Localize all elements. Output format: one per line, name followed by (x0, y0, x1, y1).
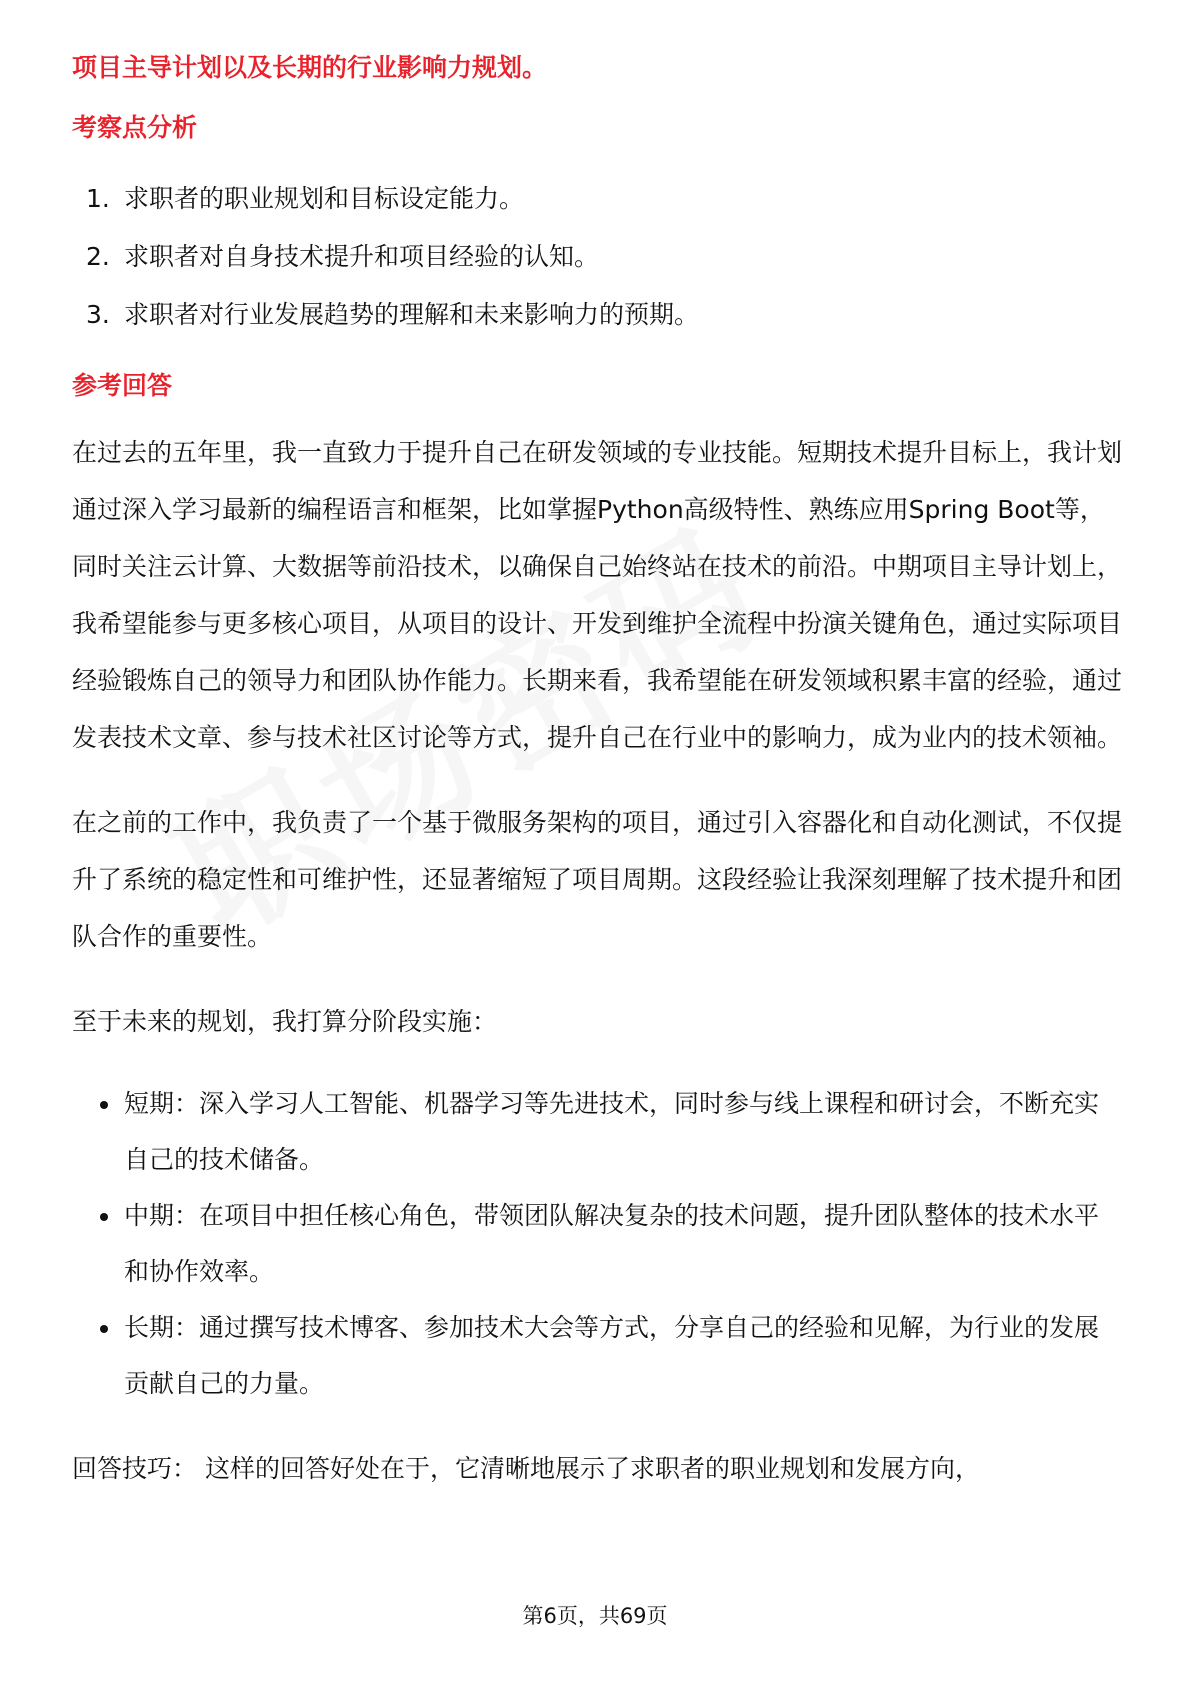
list-item (72, 286, 1122, 344)
intro-line: 项目主导计划以及长期的行业影响力规划。 (72, 53, 548, 82)
answer-paragraph-2: 在之前的工作中，我负责了一个基于微服务架构的项目，通过引入容器化和自动化测试，不仅提升了系统的稳定性和可维护性，还显著缩短了项目周期。这段经验让我深刻理解了技术提升和团队合作的重要性。 (72, 808, 1123, 951)
answer-paragraph-3: 至于未来的规划，我打算分阶段实施： (72, 1007, 498, 1036)
list-number: 1. (86, 184, 110, 213)
bullet-icon (72, 1076, 124, 1188)
answer-heading: 参考回答 (72, 371, 173, 400)
list-item (72, 228, 1122, 286)
bullet-icon (72, 1188, 124, 1300)
list-item-text: 短期：深入学习人工智能、机器学习等先进技术，同时参与线上课程和研讨会，不断充实自己的技术储备。 (124, 1089, 1100, 1174)
list-item (72, 1300, 1122, 1412)
list-item-text: 求职者的职业规划和目标设定能力。 (124, 184, 525, 213)
list-number: 3. (86, 300, 110, 329)
page-content (72, 48, 1122, 1497)
page-number: 第6页，共69页 (522, 1604, 668, 1628)
list-item-text: 长期：通过撰写技术博客、参加技术大会等方式，分享自己的经验和见解，为行业的发展贡献自己的力量。 (124, 1313, 1100, 1398)
bullet-icon (72, 1300, 124, 1412)
analysis-list (72, 170, 1122, 344)
list-item (72, 1188, 1122, 1300)
analysis-heading: 考察点分析 (72, 113, 198, 142)
list-number: 2. (86, 242, 110, 271)
list-item (72, 1076, 1122, 1188)
answer-tips: 回答技巧： 这样的回答好处在于，它清晰地展示了求职者的职业规划和发展方向， (72, 1454, 980, 1483)
plan-list (72, 1076, 1122, 1412)
list-item-text: 求职者对自身技术提升和项目经验的认知。 (124, 242, 600, 271)
list-item-text: 中期：在项目中担任核心角色，带领团队解决复杂的技术问题，提升团队整体的技术水平和协作效率。 (124, 1201, 1100, 1286)
list-item-text: 求职者对行业发展趋势的理解和未来影响力的预期。 (124, 300, 700, 329)
answer-paragraph-1: 在过去的五年里，我一直致力于提升自己在研发领域的专业技能。短期技术提升目标上，我计划通过深入学习最新的编程语言和框架，比如掌握Python高级特性、熟练应用Spring Boot等，同时关注云计算、大数据等前沿技术，以确保自己始终站在技术的前沿。中期项目主导计划上，我希望能参与更多核心项目，从项目的设计、开发到维护全流程中扮演关键角色，通过实际项目经验锻炼自己的领导力和团队协作能力。长期来看，我希望能在研发领域积累丰富的经验，通过发表技术文章、参与技术社区讨论等方式，提升自己在行业中的影响力，成为业内的技术领袖。 (72, 438, 1123, 752)
list-item (72, 170, 1122, 228)
